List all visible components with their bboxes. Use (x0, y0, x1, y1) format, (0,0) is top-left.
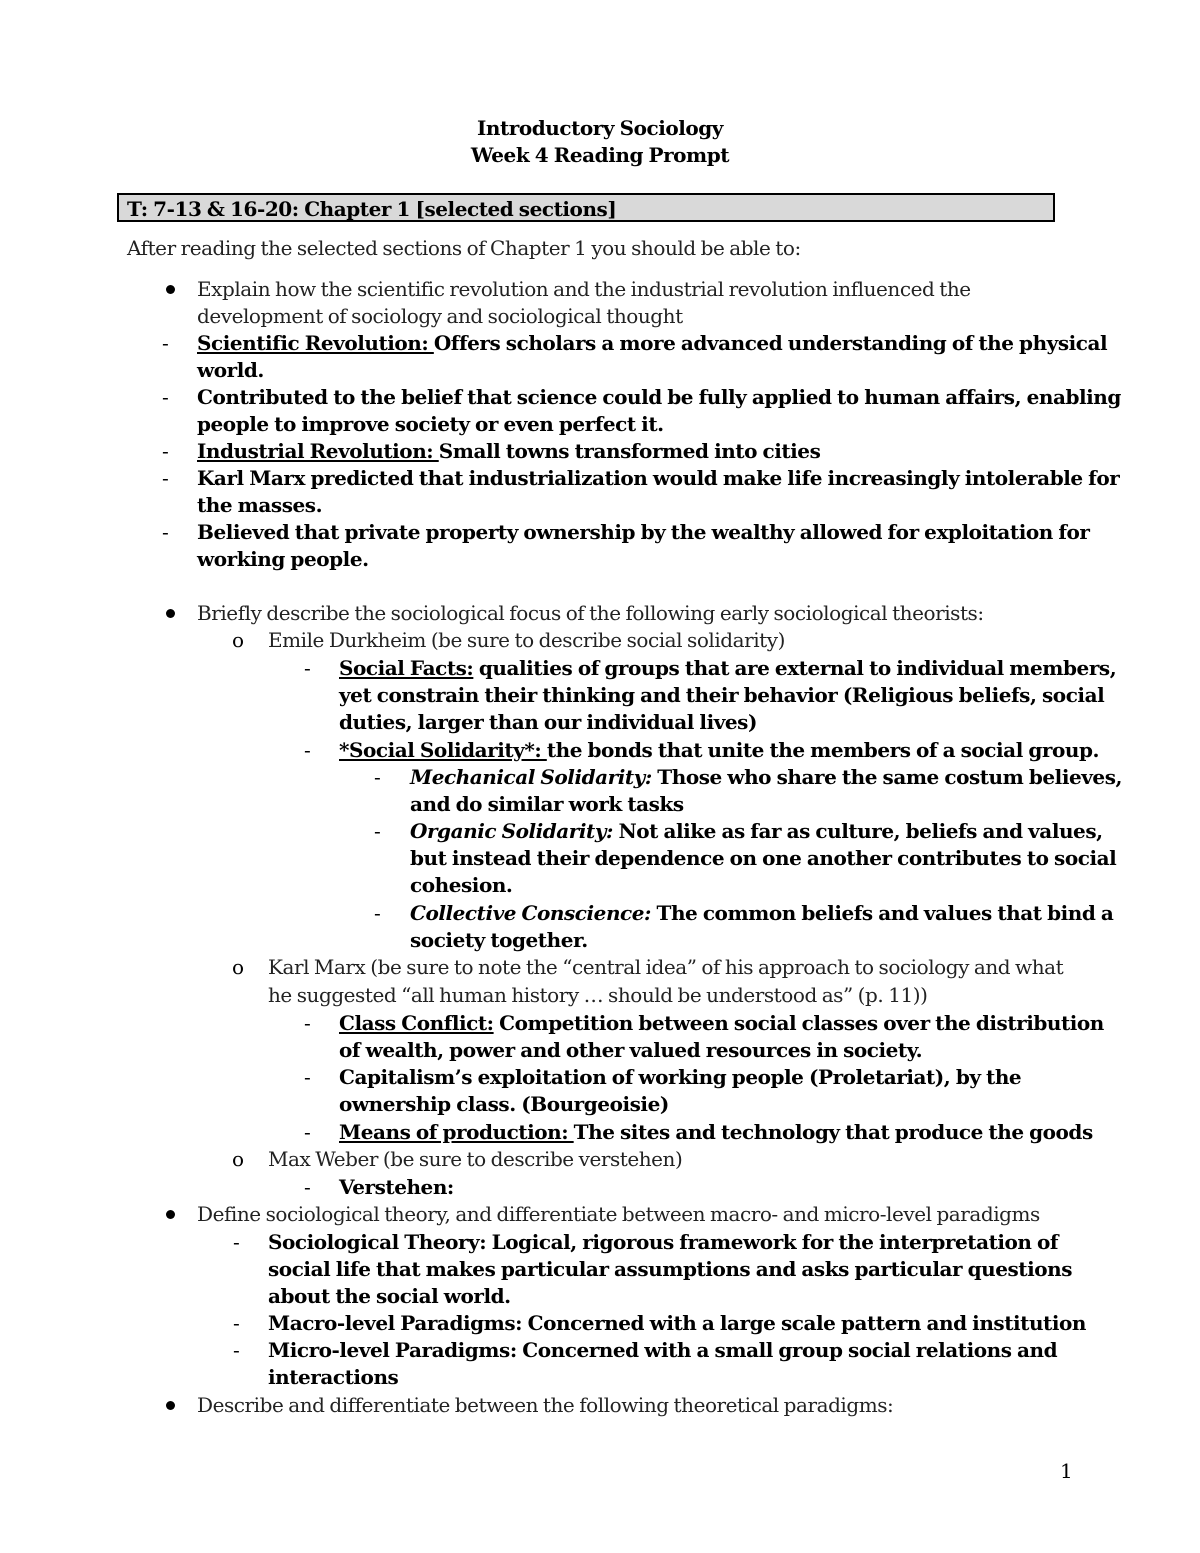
collective-conscience-note-cont: society together. (410, 928, 588, 952)
dash-icon: - (233, 1311, 240, 1335)
dash-icon: - (162, 439, 169, 463)
class-conflict-note-cont: of wealth, power and other valued resources in society. (339, 1038, 923, 1062)
private-property-note: Believed that private property ownership by the wealthy allowed for exploitation for (197, 520, 1090, 544)
document-subtitle: Week 4 Reading Prompt (470, 143, 730, 167)
dash-icon: - (162, 331, 169, 355)
sociological-theory-note: Sociological Theory: Logical, rigorous framework for the interpretation of (268, 1230, 1059, 1254)
marx-heading: Karl Marx (be sure to note the “central idea” of his approach to sociology and what (268, 955, 1064, 979)
bullet-icon (166, 1210, 175, 1219)
social-facts-note-cont-2: duties, larger than our individual lives) (339, 710, 757, 734)
dash-icon: - (304, 1120, 311, 1144)
objective-1-line-2: development of sociology and sociological thought (197, 304, 683, 328)
dash-icon: - (304, 656, 311, 680)
objective-2-line-1: Briefly describe the sociological focus of the following early sociological theorists: (197, 601, 984, 625)
dash-icon: - (304, 738, 311, 762)
social-facts-note: Social Facts: qualities of groups that are external to individual members, (339, 656, 1117, 680)
dash-icon: - (233, 1230, 240, 1254)
scientific-revolution-note-cont: world. (197, 358, 264, 382)
organic-solidarity-note-cont: but instead their dependence on one another contributes to social (410, 846, 1117, 870)
dash-icon: - (162, 466, 169, 490)
sociological-theory-note-cont-2: about the social world. (268, 1284, 511, 1308)
bullet-icon (166, 1401, 175, 1410)
bullet-icon (166, 285, 175, 294)
marx-heading-cont: he suggested “all human history … should be understood as” (p. 11)) (268, 983, 928, 1007)
dash-icon: - (374, 819, 381, 843)
micro-paradigms-note: Micro-level Paradigms: Concerned with a small group social relations and (268, 1338, 1058, 1362)
durkheim-heading: Emile Durkheim (be sure to describe social solidarity) (268, 628, 785, 652)
micro-paradigms-note-cont: interactions (268, 1365, 399, 1389)
macro-paradigms-note: Macro-level Paradigms: Concerned with a large scale pattern and institution (268, 1311, 1086, 1335)
dash-icon: - (374, 901, 381, 925)
karl-marx-prediction-note-cont: the masses. (197, 493, 323, 517)
means-of-production-note: Means of production: The sites and technology that produce the goods (339, 1120, 1093, 1144)
industrial-revolution-note: Industrial Revolution: Small towns transformed into cities (197, 439, 821, 463)
class-conflict-note: Class Conflict: Competition between social classes over the distribution (339, 1011, 1104, 1035)
mechanical-solidarity-note-cont: and do similar work tasks (410, 792, 684, 816)
circle-bullet-icon: o (232, 628, 245, 652)
capitalism-note: Capitalism’s exploitation of working people (Proletariat), by the (339, 1065, 1022, 1089)
verstehen-note: Verstehen: (339, 1175, 454, 1199)
circle-bullet-icon: o (232, 955, 245, 979)
mechanical-solidarity-note: Mechanical Solidarity: Those who share the same costum believes, (410, 765, 1123, 789)
social-solidarity-note: *Social Solidarity*: the bonds that unite the members of a social group. (339, 738, 1100, 762)
social-facts-note-cont: yet constrain their thinking and their behavior (Religious beliefs, social (339, 683, 1105, 707)
dash-icon: - (374, 765, 381, 789)
section-header-text: T: 7-13 & 16-20: Chapter 1 [selected sections] (127, 197, 617, 221)
organic-solidarity-note: Organic Solidarity: Not alike as far as culture, beliefs and values, (410, 819, 1103, 843)
objective-4-line-1: Describe and differentiate between the following theoretical paradigms: (197, 1393, 894, 1417)
page-number: 1 (1060, 1459, 1073, 1483)
karl-marx-prediction-note: Karl Marx predicted that industrialization would make life increasingly intolerable for (197, 466, 1120, 490)
document-title: Introductory Sociology (477, 116, 723, 140)
dash-icon: - (304, 1065, 311, 1089)
intro-text: After reading the selected sections of Chapter 1 you should be able to: (127, 236, 801, 260)
circle-bullet-icon: o (232, 1147, 245, 1171)
objective-1-line-1: Explain how the scientific revolution and the industrial revolution influenced the (197, 277, 971, 301)
objective-3-line-1: Define sociological theory, and differentiate between macro- and micro-level paradigms (197, 1202, 1040, 1226)
private-property-note-cont: working people. (197, 547, 369, 571)
organic-solidarity-note-cont-2: cohesion. (410, 873, 513, 897)
dash-icon: - (162, 520, 169, 544)
science-belief-note: Contributed to the belief that science could be fully applied to human affairs, enabling (197, 385, 1121, 409)
dash-icon: - (304, 1175, 311, 1199)
science-belief-note-cont: people to improve society or even perfect it. (197, 412, 664, 436)
capitalism-note-cont: ownership class. (Bourgeoisie) (339, 1092, 669, 1116)
scientific-revolution-note: Scientific Revolution: Offers scholars a more advanced understanding of the physical (197, 331, 1108, 355)
dash-icon: - (233, 1338, 240, 1362)
sociological-theory-note-cont: social life that makes particular assumptions and asks particular questions (268, 1257, 1073, 1281)
bullet-icon (166, 609, 175, 618)
dash-icon: - (162, 385, 169, 409)
collective-conscience-note: Collective Conscience: The common beliefs and values that bind a (410, 901, 1114, 925)
weber-heading: Max Weber (be sure to describe verstehen) (268, 1147, 683, 1171)
dash-icon: - (304, 1011, 311, 1035)
